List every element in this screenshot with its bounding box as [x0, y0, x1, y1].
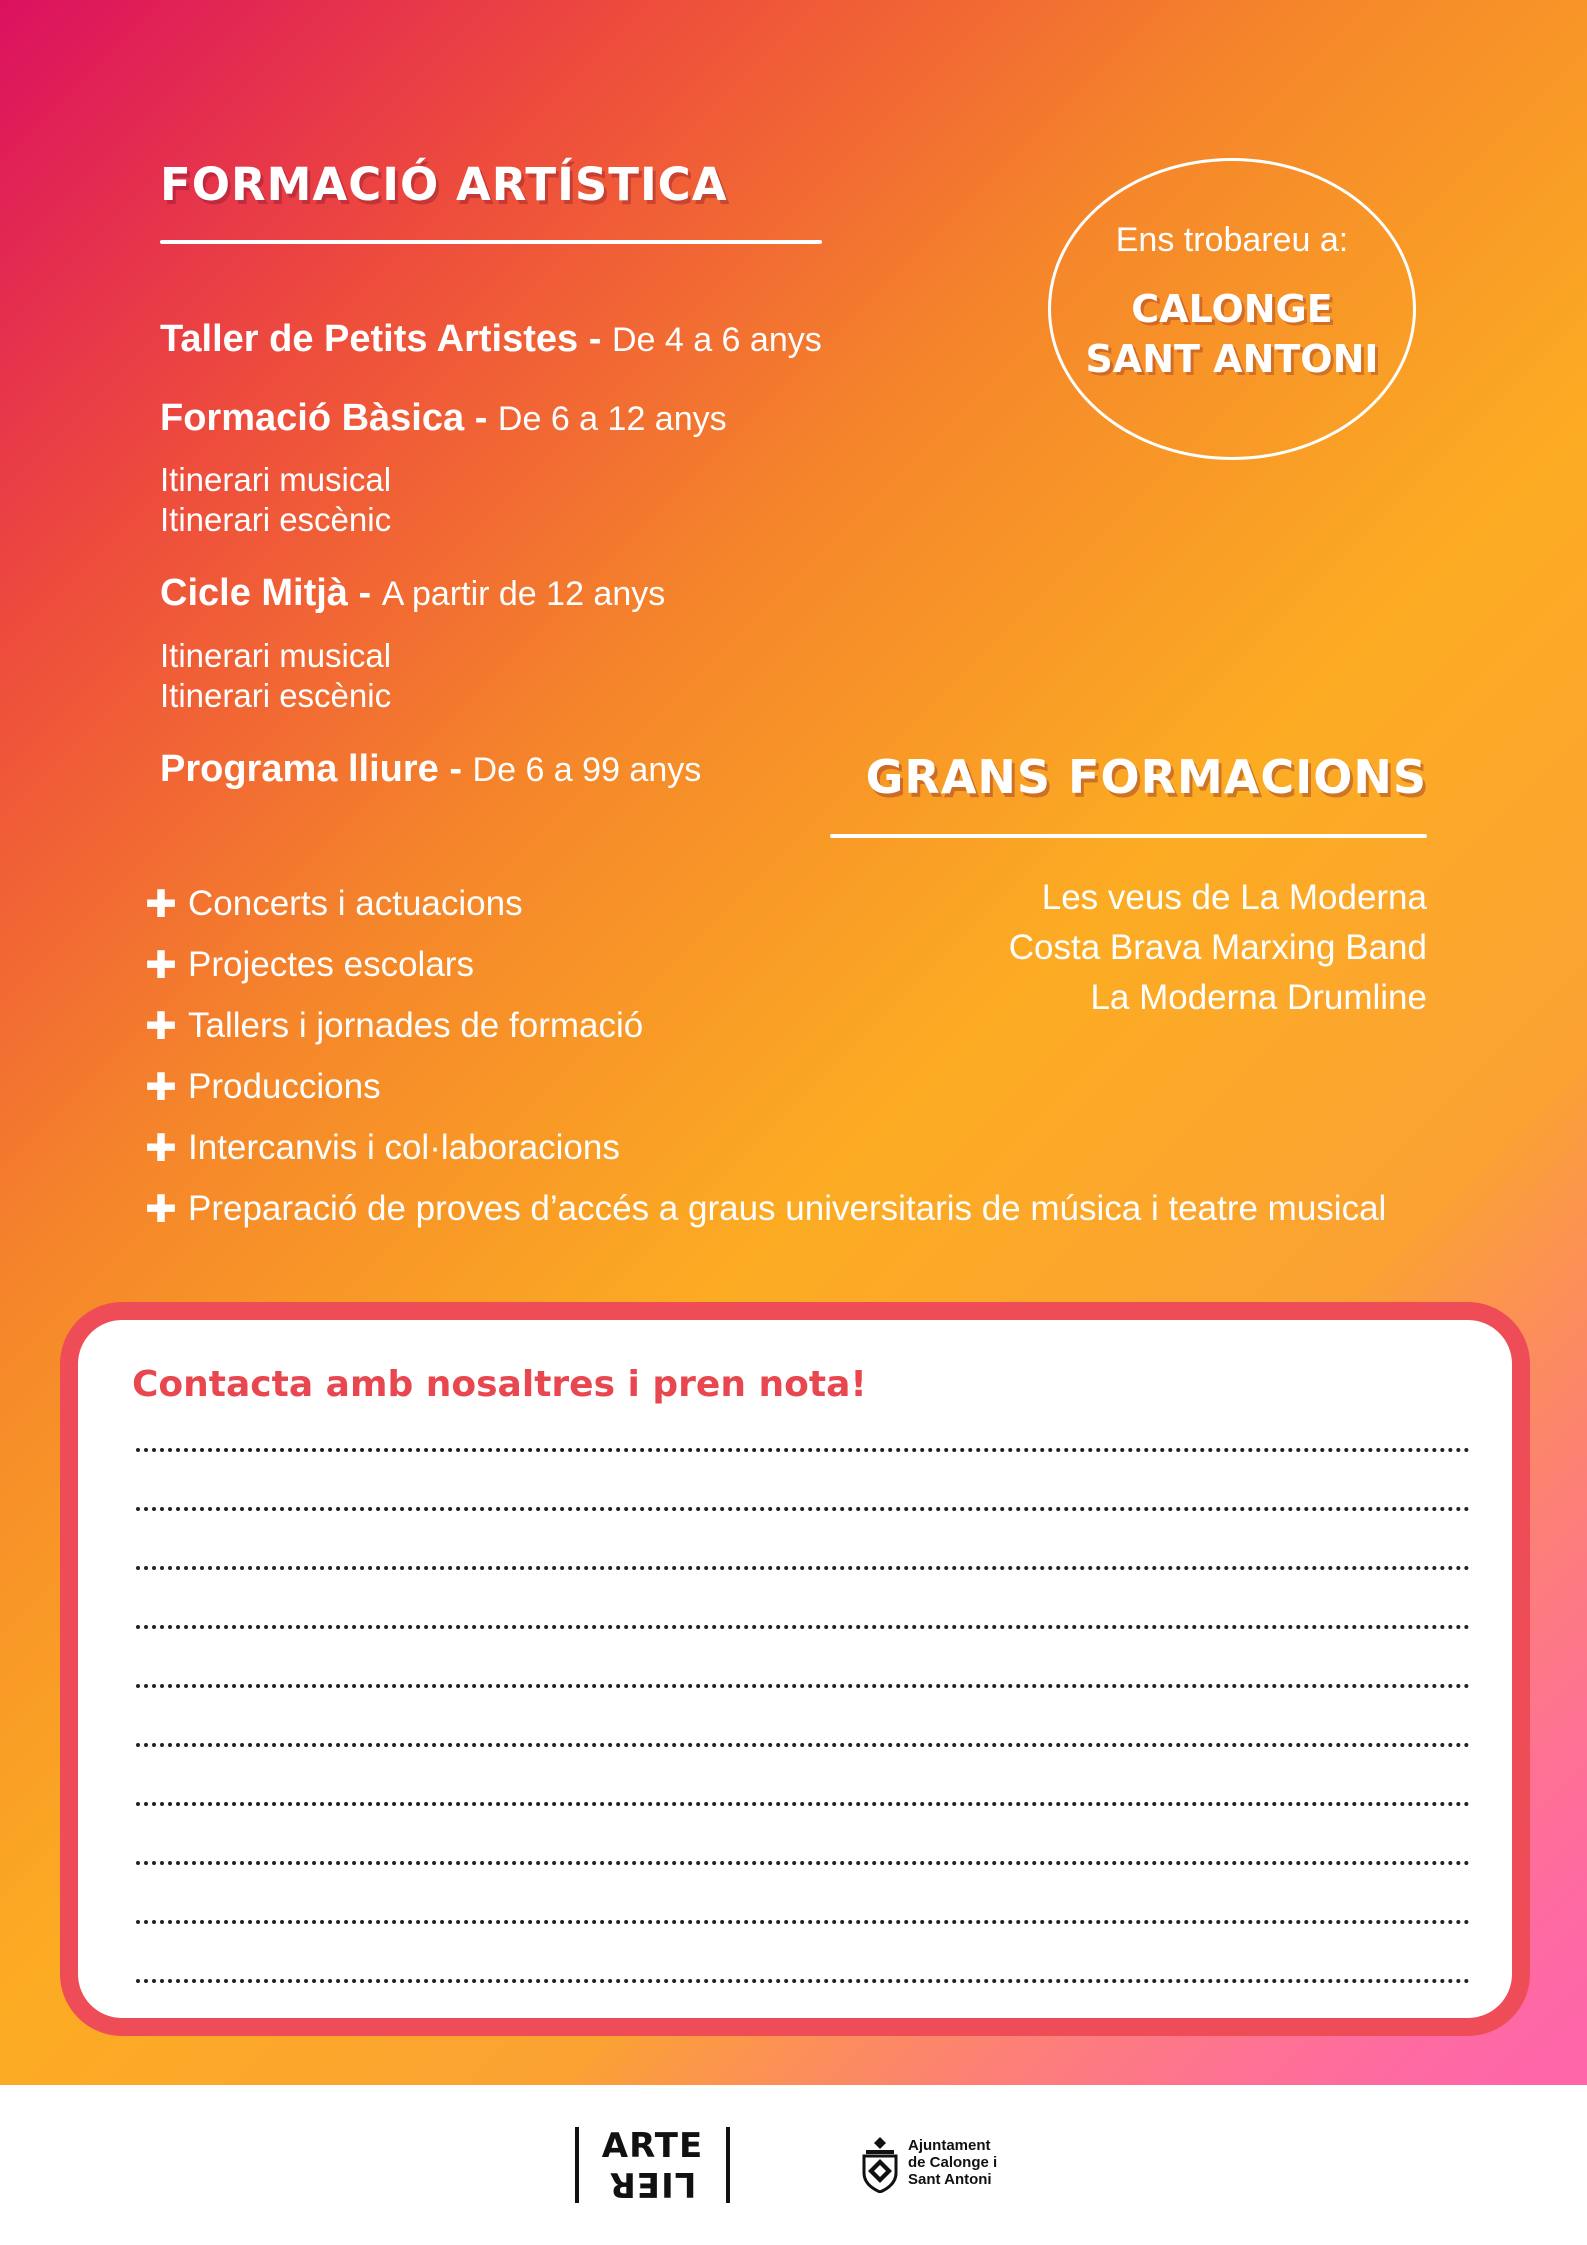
plus-icon: ✚: [145, 882, 177, 926]
course-separator: -: [438, 748, 473, 790]
course-separator: -: [578, 318, 612, 360]
note-line[interactable]: [136, 1448, 1470, 1452]
contact-notes-card: [60, 1302, 1530, 2036]
service-item: [144, 882, 523, 926]
plus-icon: ✚: [145, 1065, 177, 1109]
ajuntament-line2: de Calonge i: [908, 2154, 998, 2171]
note-line[interactable]: [136, 1743, 1470, 1747]
note-line[interactable]: [136, 1625, 1470, 1629]
location-line2: SANT ANTONI: [1085, 337, 1379, 381]
note-line[interactable]: [136, 1979, 1470, 1983]
location-line1: CALONGE: [1131, 287, 1333, 331]
course-subitem: Itinerari escènic: [160, 501, 392, 538]
note-line[interactable]: [136, 1566, 1470, 1570]
service-label: Concerts i actuacions: [188, 884, 523, 923]
course-cicle-mitja: [160, 572, 665, 615]
group-item: La Moderna Drumline: [1090, 978, 1427, 1017]
service-label: Produccions: [188, 1067, 381, 1106]
service-item: [144, 1126, 620, 1170]
course-age: De 6 a 12 anys: [497, 400, 727, 438]
note-line[interactable]: [136, 1802, 1470, 1806]
grans-title: GRANS FORMACIONS: [865, 750, 1427, 804]
location-badge: [1048, 158, 1416, 460]
ajuntament-line3: Sant Antoni: [908, 2171, 992, 2188]
ajuntament-line1: Ajuntament: [908, 2137, 991, 2154]
group-item: Les veus de La Moderna: [1041, 878, 1427, 917]
note-line[interactable]: [136, 1920, 1470, 1924]
course-programa-lliure: [160, 748, 701, 791]
course-separator: -: [464, 397, 498, 439]
service-label: Projectes escolars: [188, 945, 474, 984]
note-line[interactable]: [136, 1684, 1470, 1688]
footer: [0, 2085, 1587, 2245]
course-name: Taller de Petits Artistes: [160, 318, 579, 360]
service-item: [144, 943, 474, 987]
formacio-underline: [160, 240, 822, 244]
course-separator: -: [347, 572, 382, 614]
ajuntament-label: [908, 2137, 1048, 2188]
course-subitem: Itinerari escènic: [160, 677, 392, 714]
service-item: [144, 1065, 381, 1109]
course-subitem: Itinerari musical: [160, 461, 392, 498]
logo-arte-bottom: LIER: [608, 2164, 697, 2204]
contact-title: Contacta amb nosaltres i pren nota!: [132, 1364, 867, 1405]
logo-arte-top: ARTE: [601, 2126, 704, 2166]
service-label: Preparació de proves d’accés a graus universitaris de música i teatre musical: [188, 1189, 1387, 1228]
note-line[interactable]: [136, 1507, 1470, 1511]
course-name: Programa lliure: [160, 748, 439, 790]
group-item: Costa Brava Marxing Band: [1008, 928, 1427, 967]
location-intro: Ens trobareu a:: [1115, 221, 1349, 259]
coat-of-arms-icon: [858, 2137, 902, 2193]
course-age: De 4 a 6 anys: [611, 321, 822, 359]
service-item: [144, 1187, 1386, 1231]
course-name: Cicle Mitjà: [160, 572, 348, 614]
course-petits-artistes: [160, 318, 822, 361]
course-name: Formació Bàsica: [160, 397, 465, 439]
note-line[interactable]: [136, 1861, 1470, 1865]
service-label: Tallers i jornades de formació: [188, 1006, 644, 1045]
course-age: A partir de 12 anys: [381, 575, 666, 613]
service-item: [144, 1004, 643, 1048]
service-label: Intercanvis i col·laboracions: [188, 1128, 620, 1167]
plus-icon: ✚: [145, 1187, 177, 1231]
artelier-logo: [575, 2127, 730, 2203]
course-formacio-basica: [160, 397, 727, 440]
plus-icon: ✚: [145, 1126, 177, 1170]
course-subitem: Itinerari musical: [160, 637, 392, 674]
plus-icon: ✚: [145, 943, 177, 987]
course-age: De 6 a 99 anys: [472, 751, 702, 789]
plus-icon: ✚: [145, 1004, 177, 1048]
ajuntament-logo: [858, 2137, 998, 2197]
formacio-title: FORMACIÓ ARTÍSTICA: [160, 158, 728, 211]
grans-underline: [830, 834, 1427, 838]
